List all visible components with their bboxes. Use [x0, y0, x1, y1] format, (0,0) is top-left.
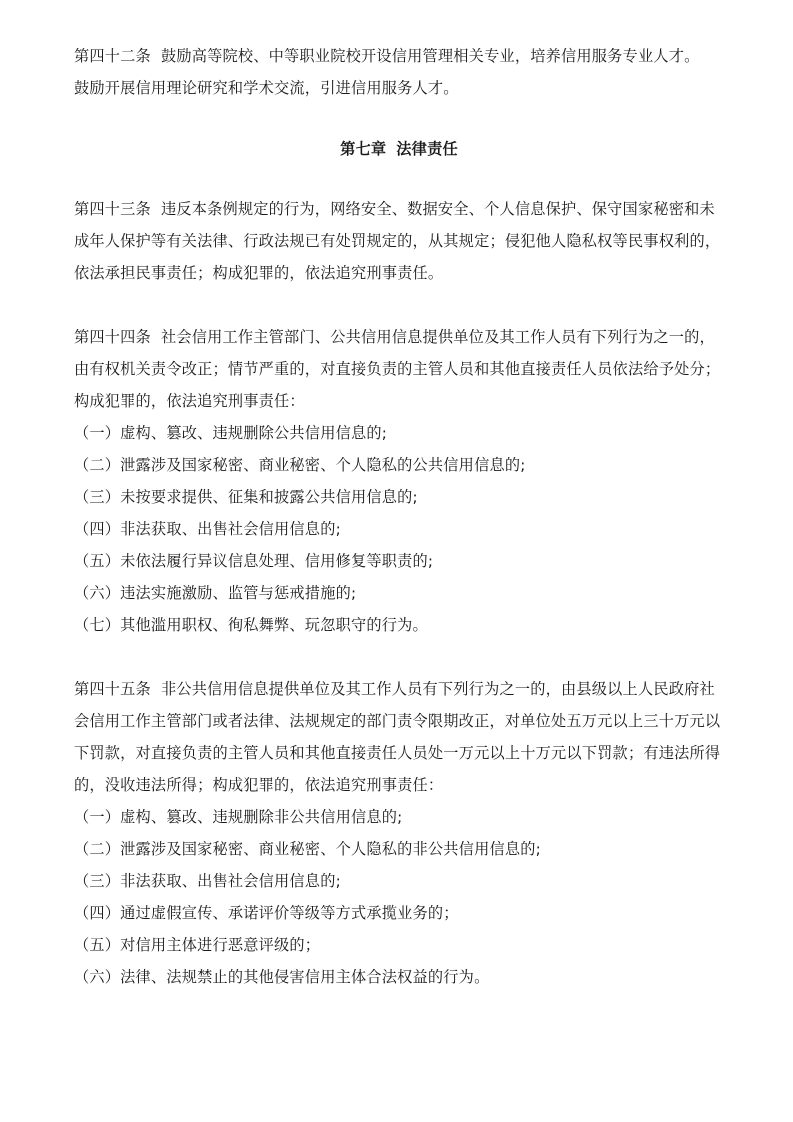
list-item: （四）通过虚假宣传、承诺评价等级等方式承揽业务的；: [74, 904, 459, 922]
article-44-paragraph: [74, 321, 724, 417]
list-item: （二）泄露涉及国家秘密、商业秘密、个人隐私的非公共信用信息的;: [74, 840, 541, 858]
list-item: （四）非法获取、出售社会信用信息的;: [74, 520, 341, 538]
article-44: [74, 321, 724, 641]
article-42-text: 鼓励高等院校、中等职业院校开设信用管理相关专业，培养信用服务专业人才。: [160, 47, 700, 65]
article-44-text: 社会信用工作主管部门、公共信用信息提供单位及其工作人员有下列行为之一的，由有权机关责令改正；情节严重的，对直接负责的主管人员和其他直接责任人员依法给予处分；构成犯罪的，依法追究刑事责任：: [74, 328, 721, 410]
list-item: （二）泄露涉及国家秘密、商业秘密、个人隐私的公共信用信息的;: [74, 456, 526, 474]
article-45-paragraph: [74, 673, 724, 801]
article-45-text: 非公共信用信息提供单位及其工作人员有下列行为之一的，由县级以上人民政府社会信用工作主管部门或者法律、法规规定的部门责令限期改正，对单位处五万元以上三十万元以下罚款，对直接负责的主管人员和其他直接责任人员处一万元以上十万元以下罚款；有违法所得的，没收违法所得；构成犯罪的，依法追究刑事责任：: [74, 680, 721, 794]
chapter-heading: [74, 133, 724, 165]
list-item: （三）未按要求提供、征集和披露公共信用信息的;: [74, 488, 418, 506]
article-44-number: 第四十四条: [74, 328, 151, 346]
chapter-title: 法律责任: [396, 140, 458, 158]
list-item: （六）违法实施激励、监管与惩戒措施的;: [74, 584, 357, 602]
list-item: （一）虚构、篡改、违规删除非公共信用信息的;: [74, 808, 403, 826]
article-43-number: 第四十三条: [74, 200, 151, 218]
article-43: [74, 193, 724, 289]
article-45-number: 第四十五条: [74, 680, 151, 698]
article-42: [74, 40, 724, 104]
article-43-paragraph: [74, 193, 724, 289]
article-42-paragraph: [74, 40, 724, 72]
list-item: （七）其他滥用职权、徇私舞弊、玩忽职守的行为。: [74, 616, 428, 634]
article-42-number: 第四十二条: [74, 47, 151, 65]
list-item: （五）未依法履行异议信息处理、信用修复等职责的;: [74, 552, 434, 570]
article-45: [74, 673, 724, 993]
list-item: （三）非法获取、出售社会信用信息的;: [74, 872, 341, 890]
list-item: （一）虚构、篡改、违规删除公共信用信息的;: [74, 424, 388, 442]
list-item: （五）对信用主体进行恶意评级的；: [74, 936, 321, 954]
article-43-text: 违反本条例规定的行为，网络安全、数据安全、个人信息保护、保守国家秘密和未成年人保护等有关法律、行政法规已有处罚规定的，从其规定；侵犯他人隐私权等民事权利的，依法承担民事责任；构成犯罪的，依法追究刑事责任。: [74, 200, 721, 282]
article-42-paragraph-2: 鼓励开展信用理论研究和学术交流，引进信用服务人才。: [74, 79, 459, 97]
document-page: [74, 40, 724, 993]
list-item: （六）法律、法规禁止的其他侵害信用主体合法权益的行为。: [74, 968, 490, 986]
chapter-number: 第七章: [340, 140, 387, 158]
